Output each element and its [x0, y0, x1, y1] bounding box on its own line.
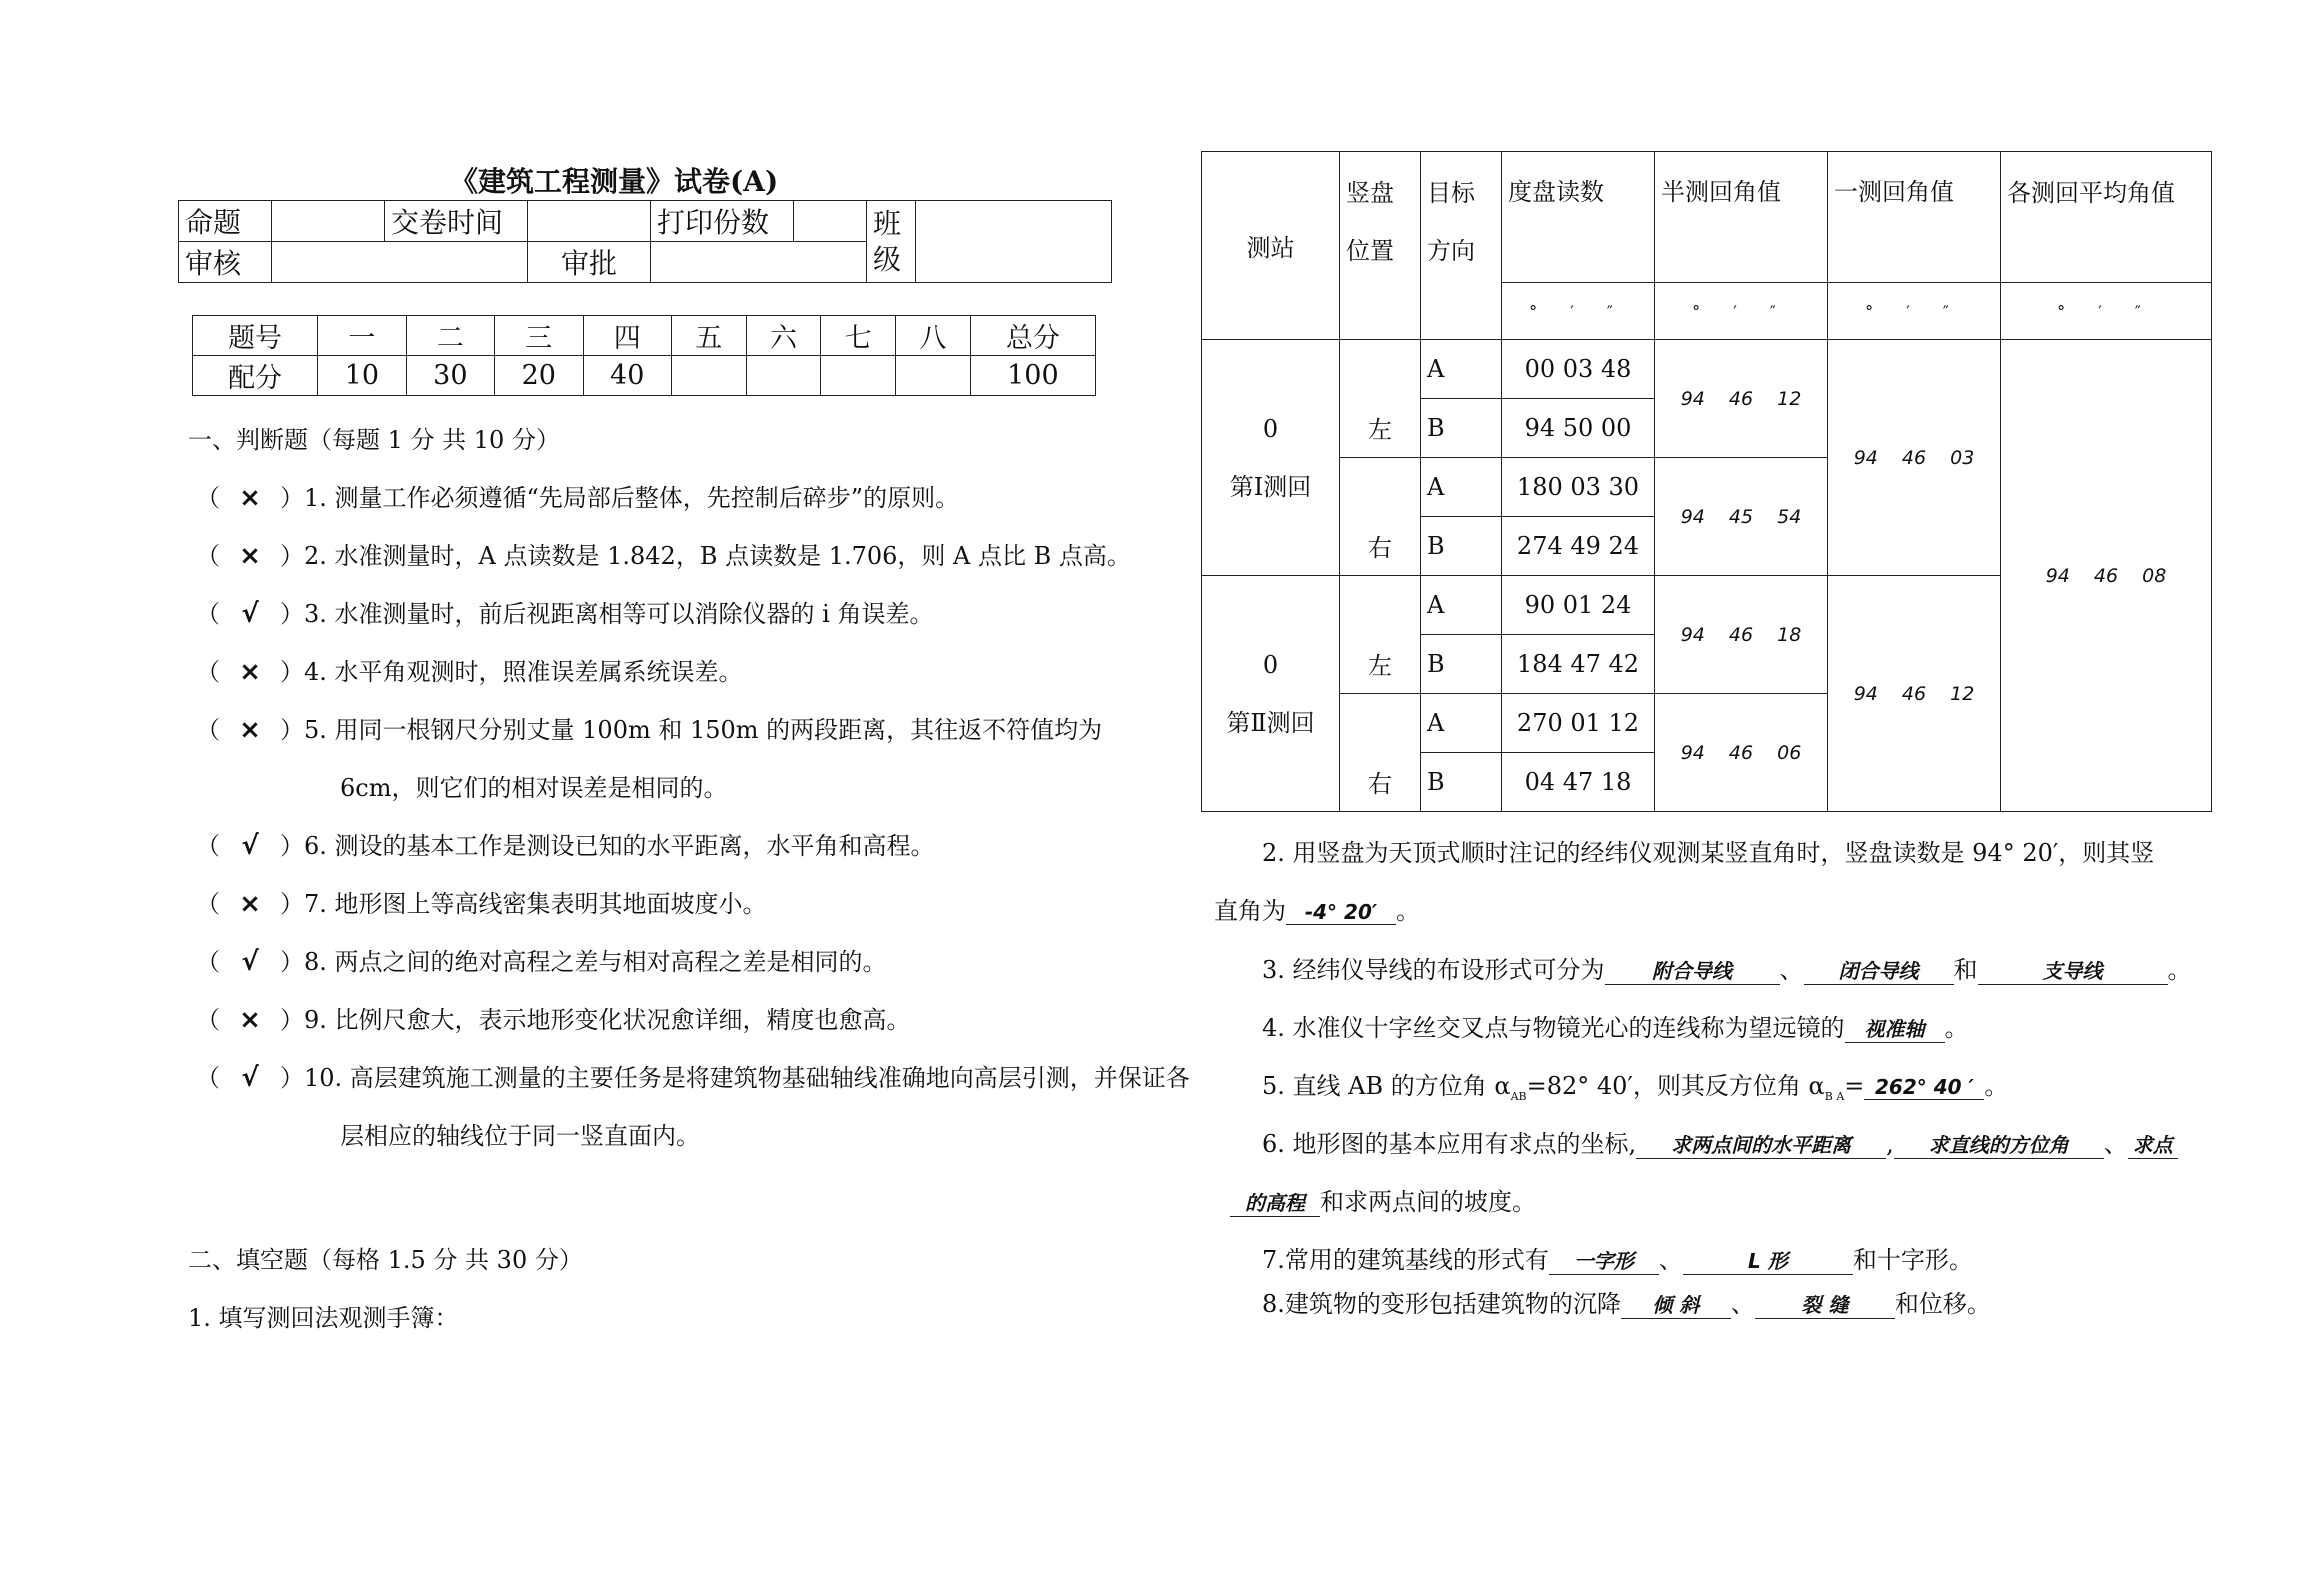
- header-face: 竖盘位置: [1340, 152, 1421, 340]
- paren-open: （: [196, 484, 220, 512]
- score-header-cell: 八: [896, 316, 971, 356]
- judge-text: 10. 高层建筑施工测量的主要任务是将建筑物基础轴线准确地向高层引测，并保证各: [304, 1064, 1190, 1092]
- score-cell: [746, 356, 821, 396]
- question-6-end: 和求两点间的坡度。: [1320, 1188, 1536, 1216]
- reading-cell: 184 47 42: [1502, 635, 1655, 694]
- score-header-cell: 三: [495, 316, 583, 356]
- judge-text: 9. 比例尺愈大，表示地形变化状况愈详细，精度也愈高。: [304, 1006, 911, 1034]
- answer-traverse-2: 闭合导线: [1804, 955, 1954, 985]
- target-cell: A: [1421, 458, 1502, 517]
- score-header-cell: 六: [746, 316, 821, 356]
- check-mark-icon: √: [241, 947, 259, 977]
- face-cell: 右: [1340, 694, 1421, 812]
- cross-mark-icon: ×: [239, 657, 261, 687]
- score-cell: [821, 356, 896, 396]
- header-target: 目标方向: [1421, 152, 1502, 340]
- check-mark-icon: √: [241, 599, 259, 629]
- answer-traverse-1: 附合导线: [1605, 955, 1780, 985]
- question-6-text: 6. 地形图的基本应用有求点的坐标,: [1262, 1130, 1637, 1158]
- separator: 、: [1779, 956, 1804, 984]
- answer-map-use-1: 求两点间的水平距离: [1636, 1129, 1886, 1159]
- target-cell: A: [1421, 576, 1502, 635]
- score-header-cell: 七: [821, 316, 896, 356]
- question-4-text: 4. 水准仪十字丝交叉点与物镜光心的连线称为望远镜的: [1262, 1014, 1845, 1042]
- score-value-row: [193, 356, 1096, 396]
- separator: 、: [1658, 1246, 1683, 1274]
- subscript-ab: AB: [1510, 1089, 1527, 1103]
- question-5: [1262, 1066, 2008, 1103]
- paren-close: ）: [280, 948, 304, 976]
- question-7-text: 7.常用的建筑基线的形式有: [1262, 1246, 1549, 1274]
- header-table: [178, 200, 1112, 283]
- answer-vertical-angle: -4° 20′: [1286, 900, 1396, 925]
- station-id: 0: [1262, 414, 1279, 443]
- paren-open: （: [196, 658, 220, 686]
- paren-close: ）: [280, 1006, 304, 1034]
- reading-cell: 00 03 48: [1502, 340, 1655, 399]
- field-banji: [916, 201, 1112, 283]
- judge-item: [196, 652, 743, 687]
- judge-item: [196, 826, 935, 861]
- score-header-cell: 四: [583, 316, 671, 356]
- judge-item: [196, 478, 959, 513]
- paren-open: （: [196, 1006, 220, 1034]
- half-angle-cell: 94 46 18: [1655, 576, 1828, 694]
- question-4: [1262, 1008, 1969, 1043]
- question-6-line1: [1262, 1124, 2178, 1159]
- answer-collimation-axis: 视准轴: [1845, 1013, 1945, 1043]
- answer-baseline-1: 一字形: [1549, 1245, 1659, 1275]
- station-name: 第Ⅱ测回: [1226, 708, 1315, 737]
- answer-map-use-2: 求直线的方位角: [1894, 1129, 2104, 1159]
- judge-text-continued: 层相应的轴线位于同一竖直面内。: [340, 1122, 700, 1150]
- question-5-text: 5. 直线 AB 的方位角 α: [1262, 1072, 1511, 1100]
- score-label: 配分: [193, 356, 318, 396]
- answer-baseline-2: L 形: [1683, 1245, 1853, 1275]
- answer-map-use-3b: 的高程: [1230, 1187, 1320, 1217]
- reading-cell: 274 49 24: [1502, 517, 1655, 576]
- target-cell: B: [1421, 753, 1502, 812]
- question-6-line2: [1230, 1182, 1536, 1217]
- half-angle-cell: 94 46 06: [1655, 694, 1828, 812]
- observation-table: [1201, 151, 2212, 812]
- score-header-cell: 一: [318, 316, 406, 356]
- question-1: 1. 填写测回法观测手簿：: [188, 1304, 459, 1332]
- question-5-text-2: =82° 40′，则其反方位角 α: [1526, 1072, 1825, 1100]
- paren-close: ）: [280, 1064, 304, 1092]
- score-header-cell: 总分: [970, 316, 1095, 356]
- check-mark-icon: √: [241, 1063, 259, 1093]
- score-cell: 10: [318, 356, 406, 396]
- paren-open: （: [196, 600, 220, 628]
- half-angle-cell: 94 45 54: [1655, 458, 1828, 576]
- separator: 、: [2103, 1130, 2128, 1158]
- target-cell: A: [1421, 694, 1502, 753]
- question-7-end: 和十字形。: [1852, 1246, 1973, 1274]
- score-table: [192, 315, 1096, 396]
- overall-avg-cell: 94 46 08: [2001, 340, 2212, 812]
- judge-text-continued: 6cm，则它们的相对误差是相同的。: [340, 774, 728, 802]
- comma: ,: [1886, 1130, 1894, 1158]
- score-cell: 40: [583, 356, 671, 396]
- answer-traverse-3: 支导线: [1978, 955, 2168, 985]
- reading-cell: 270 01 12: [1502, 694, 1655, 753]
- reading-cell: 04 47 18: [1502, 753, 1655, 812]
- face-cell: 左: [1340, 576, 1421, 694]
- answer-back-azimuth: 262° 40 ′: [1864, 1075, 1984, 1100]
- period: 。: [1984, 1072, 2009, 1100]
- unit-cell: ° ′ ″: [1655, 283, 1828, 340]
- label-shenpi: 审批: [528, 242, 651, 283]
- reading-cell: 90 01 24: [1502, 576, 1655, 635]
- conjunction: 和: [1953, 956, 1978, 984]
- field-dayin: [794, 201, 867, 242]
- page-title: 《建筑工程测量》试卷(A): [450, 165, 779, 198]
- judge-text: 4. 水平角观测时，照准误差属系统误差。: [304, 658, 743, 686]
- cross-mark-icon: ×: [239, 1005, 261, 1035]
- station-id: 0: [1262, 650, 1279, 679]
- paren-close: ）: [280, 542, 304, 570]
- score-header-cell: 题号: [193, 316, 318, 356]
- one-angle-cell: 94 46 03: [1828, 340, 2001, 576]
- target-cell: B: [1421, 399, 1502, 458]
- question-8: [1262, 1284, 1991, 1319]
- question-2-line2: [1214, 891, 1420, 926]
- field-jiaojuan: [528, 201, 651, 242]
- obs-header-row: [1202, 152, 2212, 283]
- cross-mark-icon: ×: [239, 715, 261, 745]
- field-shenpi: [651, 242, 867, 283]
- judge-item: [196, 536, 1131, 571]
- score-cell: 30: [406, 356, 494, 396]
- judge-item: [196, 884, 767, 919]
- station-cell: [1202, 576, 1340, 812]
- judge-item: [196, 1058, 1190, 1093]
- paren-close: ）: [280, 716, 304, 744]
- judge-text: 8. 两点之间的绝对高程之差与相对高程之差是相同的。: [304, 948, 887, 976]
- face-cell: 左: [1340, 340, 1421, 458]
- score-header-row: [193, 316, 1096, 356]
- section1-heading: 一、判断题（每题 1 分 共 10 分）: [188, 426, 560, 454]
- unit-cell: ° ′ ″: [2001, 283, 2212, 340]
- judge-item: [196, 942, 887, 977]
- period: 。: [1944, 1014, 1969, 1042]
- field-mingti: [272, 201, 385, 242]
- answer-map-use-3: 求点: [2128, 1129, 2178, 1159]
- judge-item: [196, 710, 1102, 745]
- target-cell: A: [1421, 340, 1502, 399]
- label-banji: 班级: [867, 201, 916, 283]
- judge-text: 3. 水准测量时，前后视距离相等可以消除仪器的 i 角误差。: [304, 600, 934, 628]
- half-angle-cell: 94 46 12: [1655, 340, 1828, 458]
- paren-open: （: [196, 542, 220, 570]
- reading-cell: 94 50 00: [1502, 399, 1655, 458]
- header-one: 一测回角值: [1828, 152, 2001, 283]
- period: 。: [1396, 897, 1420, 925]
- field-shenhe: [272, 242, 528, 283]
- label-jiaojuan: 交卷时间: [385, 201, 528, 242]
- score-cell: [671, 356, 746, 396]
- header-station: 测站: [1202, 152, 1340, 340]
- score-header-cell: 二: [406, 316, 494, 356]
- station-cell: [1202, 340, 1340, 576]
- one-angle-cell: 94 46 12: [1828, 576, 2001, 812]
- unit-cell: ° ′ ″: [1502, 283, 1655, 340]
- paren-open: （: [196, 948, 220, 976]
- cross-mark-icon: ×: [239, 541, 261, 571]
- separator: 、: [1730, 1290, 1755, 1318]
- paren-close: ）: [280, 484, 304, 512]
- question-8-text: 8.建筑物的变形包括建筑物的沉降: [1262, 1290, 1621, 1318]
- question-3: [1262, 950, 2192, 985]
- judge-text: 5. 用同一根钢尺分别丈量 100m 和 150m 的两段距离，其往返不符值均为: [304, 716, 1103, 744]
- question-7: [1262, 1240, 1973, 1275]
- target-cell: B: [1421, 635, 1502, 694]
- subscript-ba: B A: [1824, 1089, 1845, 1103]
- unit-cell: ° ′ ″: [1828, 283, 2001, 340]
- question-8-end: 和位移。: [1894, 1290, 1991, 1318]
- paren-close: ）: [280, 890, 304, 918]
- score-header-cell: 五: [671, 316, 746, 356]
- judge-item: [196, 594, 933, 629]
- judge-text: 1. 测量工作必须遵循“先局部后整体，先控制后碎步”的原则。: [304, 484, 960, 512]
- label-mingti: 命题: [179, 201, 272, 242]
- header-reading: 度盘读数: [1502, 152, 1655, 283]
- cross-mark-icon: ×: [239, 889, 261, 919]
- question-2-text: 直角为: [1214, 897, 1286, 925]
- judge-text: 6. 测设的基本工作是测设已知的水平距离，水平角和高程。: [304, 832, 935, 860]
- score-cell: 100: [970, 356, 1095, 396]
- paren-close: ）: [280, 832, 304, 860]
- judge-text: 2. 水准测量时，A 点读数是 1.842，B 点读数是 1.706，则 A 点比 B 点高。: [304, 542, 1131, 570]
- paren-open: （: [196, 716, 220, 744]
- target-cell: B: [1421, 517, 1502, 576]
- score-cell: 20: [495, 356, 583, 396]
- label-dayin: 打印份数: [651, 201, 794, 242]
- paren-open: （: [196, 832, 220, 860]
- answer-deformation-1: 倾 斜: [1621, 1289, 1731, 1319]
- question-3-text: 3. 经纬仪导线的布设形式可分为: [1262, 956, 1605, 984]
- paren-close: ）: [280, 600, 304, 628]
- reading-cell: 180 03 30: [1502, 458, 1655, 517]
- paren-open: （: [196, 1064, 220, 1092]
- judge-item: [196, 1000, 911, 1035]
- section2-heading: 二、填空题（每格 1.5 分 共 30 分）: [188, 1246, 583, 1274]
- judge-text: 7. 地形图上等高线密集表明其地面坡度小。: [304, 890, 767, 918]
- paren-close: ）: [280, 658, 304, 686]
- period: 。: [2167, 956, 2192, 984]
- equals: =: [1844, 1072, 1865, 1100]
- check-mark-icon: √: [241, 831, 259, 861]
- score-cell: [896, 356, 971, 396]
- face-cell: 右: [1340, 458, 1421, 576]
- header-avg: 各测回平均角值: [2001, 152, 2212, 283]
- label-shenhe: 审核: [179, 242, 272, 283]
- question-2-line1: 2. 用竖盘为天顶式顺时注记的经纬仪观测某竖直角时，竖盘读数是 94° 20′，则其竖: [1262, 839, 2155, 867]
- cross-mark-icon: ×: [239, 483, 261, 513]
- paren-open: （: [196, 890, 220, 918]
- header-half: 半测回角值: [1655, 152, 1828, 283]
- answer-deformation-2: 裂 缝: [1755, 1289, 1895, 1319]
- station-name: 第Ⅰ测回: [1229, 472, 1312, 501]
